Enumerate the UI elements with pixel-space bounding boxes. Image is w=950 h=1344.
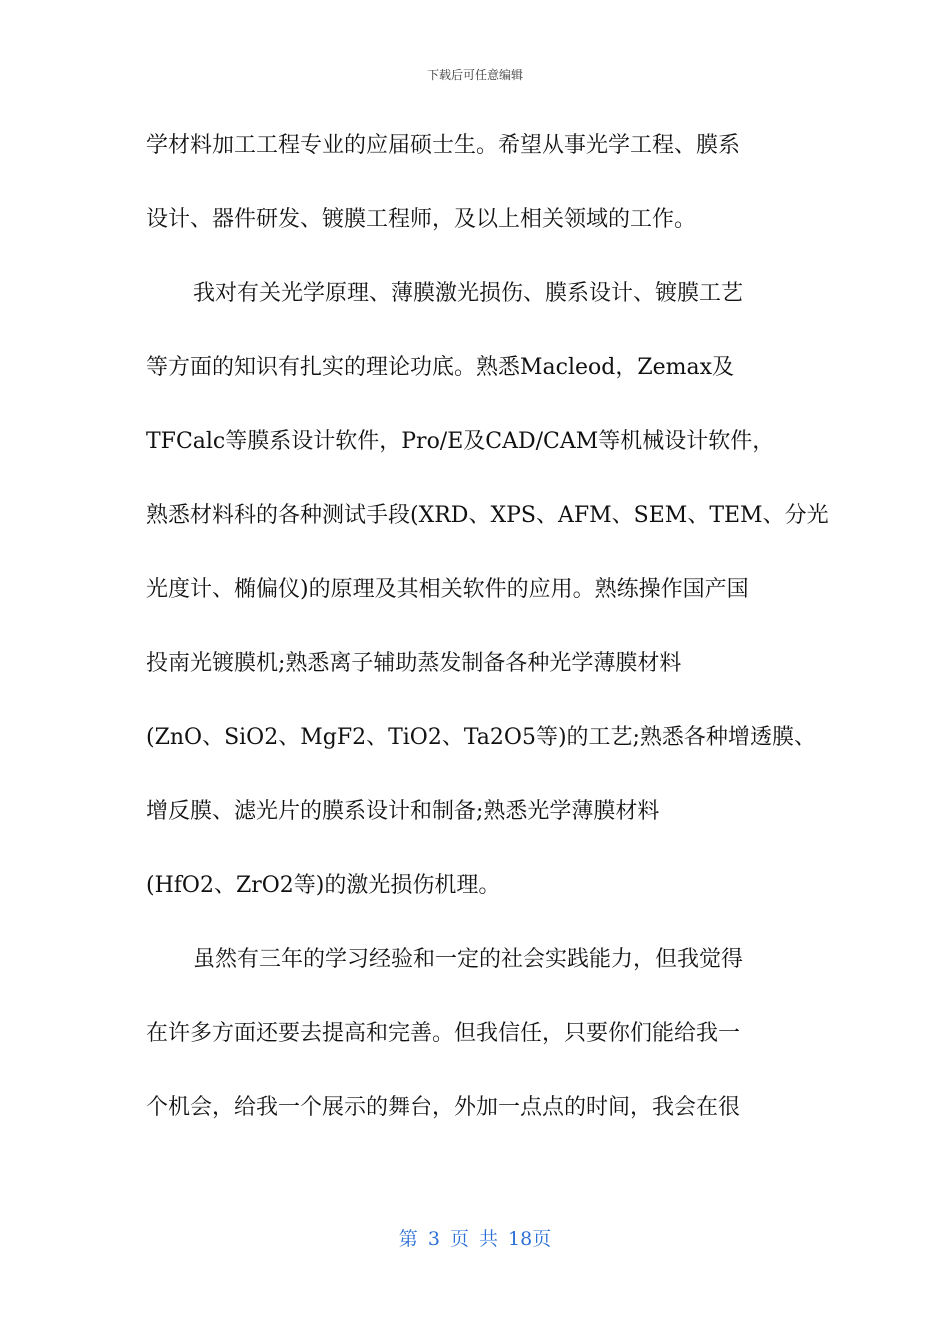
text-line: 设计、器件研发、镀膜工程师，及以上相关领域的工作。 — [146, 207, 697, 232]
text-line: TFCalc等膜系设计软件，Pro/E及CAD/CAM等机械设计软件， — [146, 429, 775, 454]
header-note: 下载后可任意编辑 — [426, 68, 523, 82]
text-line: 光度计、椭偏仪)的原理及其相关软件的应用。熟练操作国产国 — [146, 577, 749, 602]
text-line: 等方面的知识有扎实的理论功底。熟悉Macleod，Zemax及 — [146, 355, 735, 380]
paragraph-start-line: 虽然有三年的学习经验和一定的社会实践能力，但我觉得 — [193, 947, 744, 972]
text-line: 学材料加工工程专业的应届硕士生。希望从事光学工程、膜系 — [146, 133, 741, 158]
text-line: (ZnO、SiO2、MgF2、TiO2、Ta2O5等)的工艺;熟悉各种增透膜、 — [146, 725, 816, 750]
body-text — [146, 124, 829, 1160]
text-line: 熟悉材料科的各种测试手段(XRD、XPS、AFM、SEM、TEM、分光 — [146, 503, 829, 528]
text-line: 增反膜、滤光片的膜系设计和制备;熟悉光学薄膜材料 — [146, 799, 660, 824]
paragraph-start-line: 我对有关光学原理、薄膜激光损伤、膜系设计、镀膜工艺 — [193, 281, 744, 306]
page-number-footer: 第 3 页 共 18页 — [398, 1228, 552, 1250]
text-line: 在许多方面还要去提高和完善。但我信任，只要你们能给我一 — [146, 1021, 741, 1046]
text-line: 个机会，给我一个展示的舞台，外加一点点的时间，我会在很 — [146, 1095, 741, 1120]
text-line: (HfO2、ZrO2等)的激光损伤机理。 — [146, 873, 501, 898]
text-line: 投南光镀膜机;熟悉离子辅助蒸发制备各种光学薄膜材料 — [146, 651, 682, 676]
